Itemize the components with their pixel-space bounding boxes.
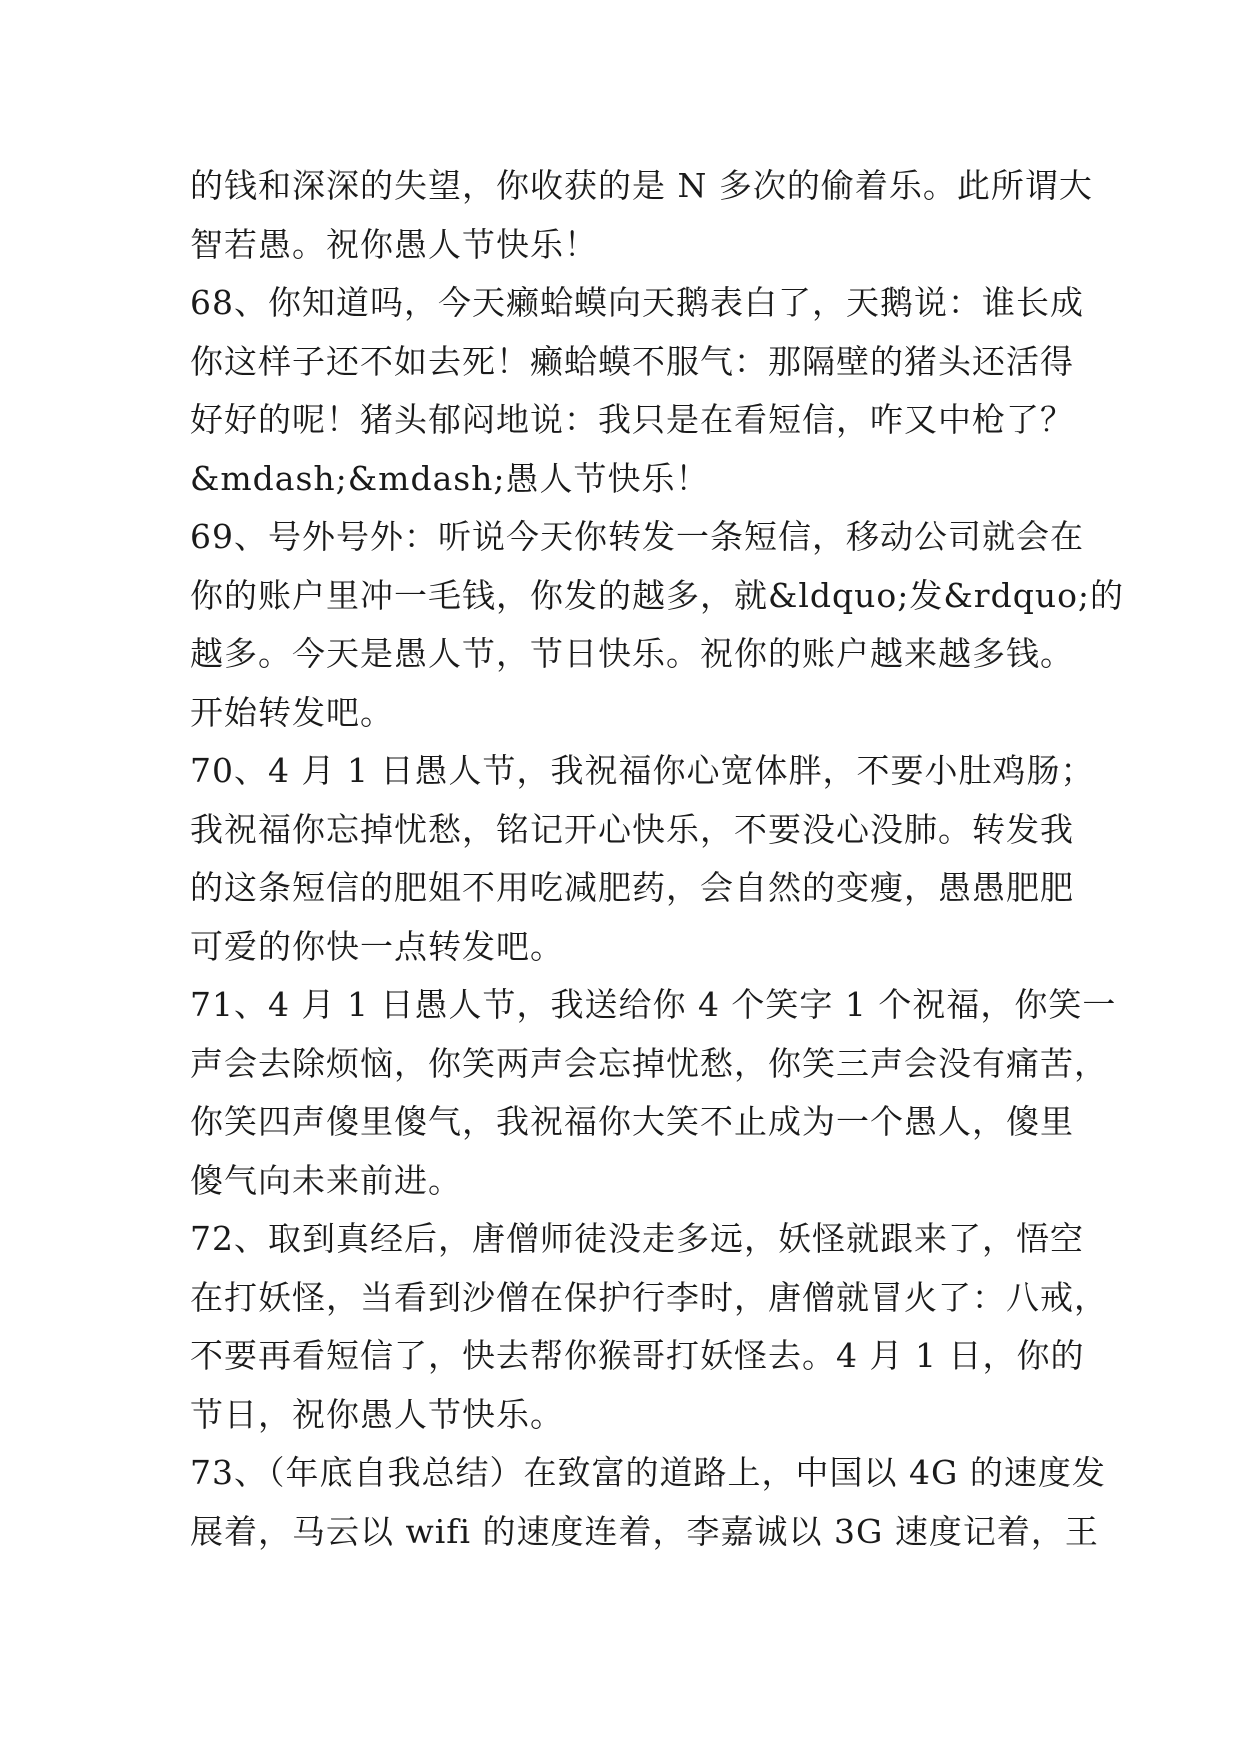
- text-line: 在打妖怪，当看到沙僧在保护行李时，唐僧就冒火了：八戒，: [190, 1277, 1108, 1317]
- text-line: 声会去除烦恼，你笑两声会忘掉忧愁，你笑三声会没有痛苦，: [190, 1043, 1108, 1083]
- text-line: 我祝福你忘掉忧愁，铭记开心快乐，不要没心没肺。转发我: [190, 809, 1074, 849]
- text-line: 68、你知道吗，今天癞蛤蟆向天鹅表白了，天鹅说：谁长成: [190, 283, 1084, 322]
- text-line: 71、4 月 1 日愚人节，我送给你 4 个笑字 1 个祝福，你笑一: [190, 985, 1117, 1024]
- text-line: 傻气向未来前进。: [190, 1160, 462, 1200]
- text-line: 69、号外号外：听说今天你转发一条短信，移动公司就会在: [190, 517, 1084, 556]
- text-line: 你的账户里冲一毛钱，你发的越多，就&ldquo;发&rdquo;的: [190, 575, 1125, 615]
- text-line: 展着，马云以 wifi 的速度连着，李嘉诚以 3G 速度记着，王: [190, 1511, 1099, 1551]
- text-line: 好好的呢！猪头郁闷地说：我只是在看短信，咋又中枪了？: [190, 400, 1074, 439]
- text-line: 可爱的你快一点转发吧。: [190, 926, 564, 966]
- text-line: 节日，祝你愚人节快乐。: [190, 1394, 564, 1434]
- text-line: 70、4 月 1 日愚人节，我祝福你心宽体胖，不要小肚鸡肠；: [190, 751, 1095, 790]
- document-body: [190, 157, 1125, 1561]
- text-line: 的钱和深深的失望，你收获的是 N 多次的偷着乐。此所谓大: [190, 166, 1093, 205]
- text-line: 73、（年底自我总结）在致富的道路上，中国以 4G 的速度发: [190, 1453, 1106, 1492]
- text-line: 的这条短信的肥姐不用吃减肥药，会自然的变瘦，愚愚肥肥: [190, 868, 1074, 907]
- text-line: 你这样子还不如去死！癞蛤蟆不服气：那隔壁的猪头还活得: [190, 341, 1074, 381]
- text-line: 开始转发吧。: [190, 692, 394, 732]
- text-line: 越多。今天是愚人节，节日快乐。祝你的账户越来越多钱。: [190, 634, 1074, 673]
- text-line: 不要再看短信了，快去帮你猴哥打妖怪去。4 月 1 日，你的: [190, 1336, 1085, 1375]
- text-line: 智若愚。祝你愚人节快乐！: [190, 224, 598, 264]
- text-line: &mdash;&mdash;愚人节快乐！: [190, 458, 710, 498]
- text-line: 你笑四声傻里傻气，我祝福你大笑不止成为一个愚人，傻里: [190, 1102, 1074, 1141]
- text-line: 72、取到真经后，唐僧师徒没走多远，妖怪就跟来了，悟空: [190, 1219, 1084, 1258]
